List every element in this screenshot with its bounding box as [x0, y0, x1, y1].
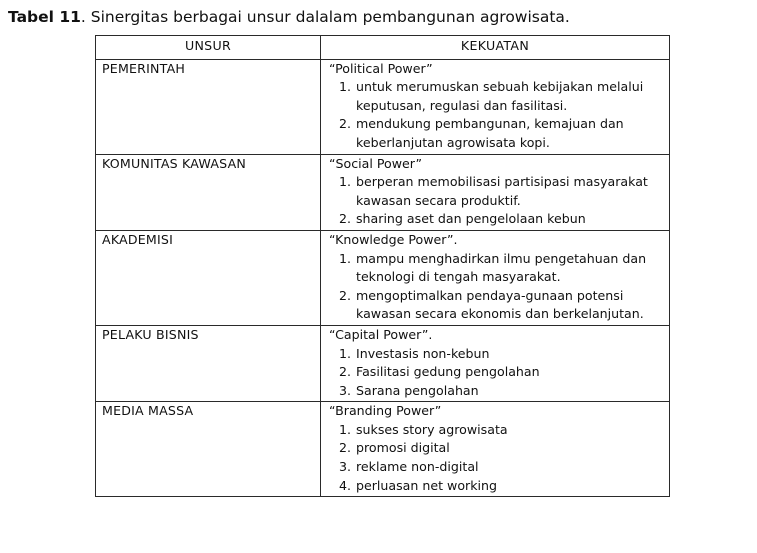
unsur-cell: MEDIA MASSA [96, 402, 321, 497]
table-row [96, 154, 670, 230]
list-item [327, 458, 665, 477]
unsur-cell: PELAKU BISNIS [96, 325, 321, 401]
item-text: untuk merumuskan sebuah kebijakan melalui keputusan, regulasi dan fasilitasi. [356, 79, 644, 113]
kekuatan-cell [321, 59, 670, 154]
item-text: Investasis non-kebun [356, 345, 490, 361]
item-text: mampu menghadirkan ilmu pengetahuan dan teknologi di tengah masyarakat. [356, 250, 647, 285]
power-list [327, 78, 665, 152]
power-title: “Knowledge Power”. [329, 231, 458, 247]
item-number: 1. [339, 421, 352, 437]
kekuatan-cell [321, 154, 670, 230]
table-row [96, 325, 670, 401]
power-title: “Capital Power”. [329, 326, 433, 342]
item-number: 2. [339, 287, 352, 303]
power-title: “Social Power” [329, 155, 422, 171]
table-row [96, 230, 670, 325]
item-number: 4. [339, 477, 352, 493]
item-text: mendukung pembangunan, kemajuan dan keberlanjutan agrowisata kopi. [356, 116, 624, 150]
caption-text: . Sinergitas berbagai unsur dalalam pembangunan agrowisata. [80, 8, 570, 26]
caption-label: Tabel 11 [8, 8, 81, 26]
item-number: 2. [339, 116, 352, 132]
item-number: 1. [339, 345, 352, 361]
list-item [327, 210, 665, 229]
item-number: 1. [339, 79, 352, 95]
power-list [327, 421, 665, 495]
item-text: sukses story agrowisata [356, 421, 508, 437]
synergy-table [95, 35, 670, 497]
unsur-cell: PEMERINTAH [96, 59, 321, 154]
item-text: berperan memobilisasi partisipasi masyarakat kawasan secara produktif. [356, 174, 648, 208]
list-item [327, 250, 665, 287]
item-text: promosi digital [356, 440, 450, 456]
list-item [327, 439, 665, 458]
item-number: 1. [339, 250, 352, 266]
list-item [327, 287, 665, 324]
header-unsur: UNSUR [96, 36, 321, 60]
power-list [327, 173, 665, 229]
list-item [327, 477, 665, 496]
list-item [327, 345, 665, 364]
item-text: reklame non-digital [356, 459, 479, 475]
item-text: sharing aset dan pengelolaan kebun [356, 211, 586, 227]
item-text: Fasilitasi gedung pengolahan [356, 364, 540, 380]
power-title: “Branding Power” [329, 403, 442, 419]
list-item [327, 173, 665, 210]
item-number: 2. [339, 211, 352, 227]
list-item [327, 363, 665, 382]
kekuatan-cell [321, 325, 670, 401]
table-row [96, 402, 670, 497]
unsur-cell: KOMUNITAS KAWASAN [96, 154, 321, 230]
kekuatan-cell [321, 230, 670, 325]
power-list [327, 345, 665, 401]
item-number: 1. [339, 174, 352, 190]
header-kekuatan: KEKUATAN [321, 36, 670, 60]
list-item [327, 115, 665, 152]
item-text: mengoptimalkan pendaya-gunaan potensi kawasan secara ekonomis dan berkelanjutan. [356, 287, 644, 322]
item-number: 3. [339, 382, 352, 398]
power-list [327, 250, 665, 324]
unsur-cell: AKADEMISI [96, 230, 321, 325]
item-number: 3. [339, 459, 352, 475]
table-row [96, 59, 670, 154]
kekuatan-cell [321, 402, 670, 497]
item-number: 2. [339, 440, 352, 456]
item-text: perluasan net working [356, 477, 498, 493]
list-item [327, 382, 665, 401]
power-title: “Political Power” [329, 60, 433, 76]
item-number: 2. [339, 364, 352, 380]
list-item [327, 421, 665, 440]
table-header-row [96, 36, 670, 60]
list-item [327, 78, 665, 115]
table-caption [8, 6, 570, 28]
item-text: Sarana pengolahan [356, 382, 479, 398]
